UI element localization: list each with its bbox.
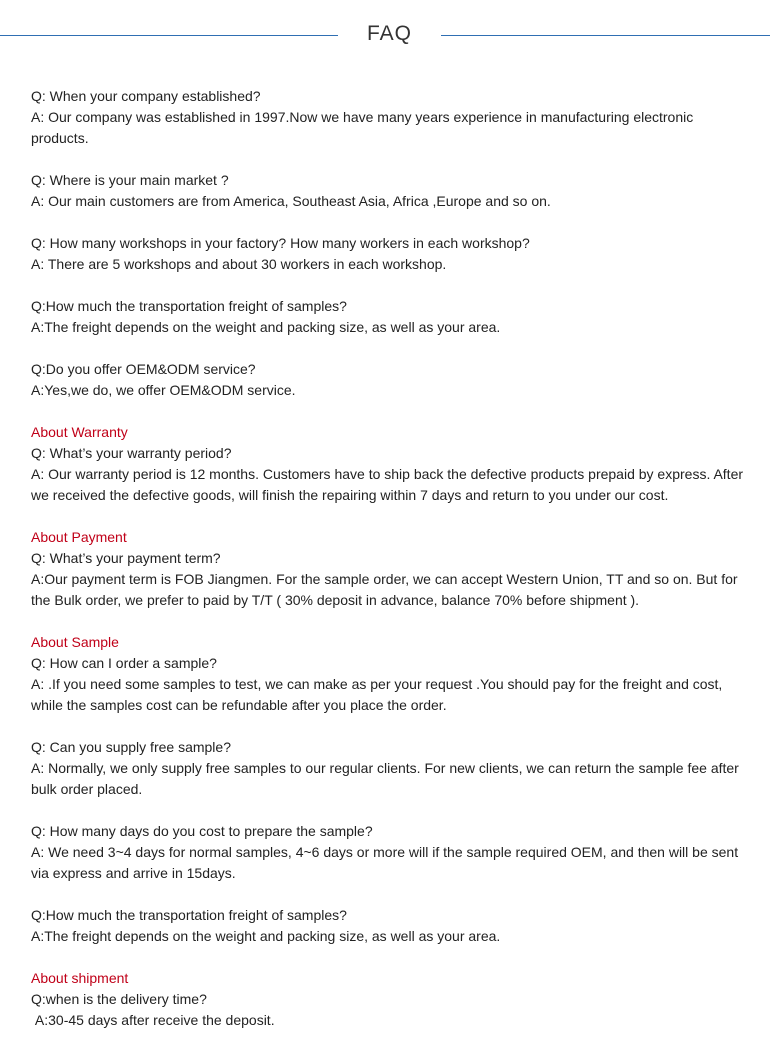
section-title-shipment: About shipment — [31, 970, 129, 986]
faq-question: Q: What’s your payment term? — [31, 550, 221, 566]
faq-answer: A:The freight depends on the weight and packing size, as well as your area. — [31, 928, 501, 944]
faq-block-shipment — [31, 968, 749, 1031]
faq-content — [31, 86, 749, 1052]
faq-block-payment — [31, 527, 749, 611]
faq-question: Q: How many days do you cost to prepare the sample? — [31, 823, 373, 839]
faq-answer: A: There are 5 workshops and about 30 workers in each workshop. — [31, 256, 447, 272]
faq-answer: A: Our main customers are from America, Southeast Asia, Africa ,Europe and so on. — [31, 193, 551, 209]
section-title-warranty: About Warranty — [31, 424, 128, 440]
faq-question: Q: When your company established? — [31, 88, 261, 104]
faq-block-workshops — [31, 233, 749, 275]
section-title-sample: About Sample — [31, 634, 119, 650]
faq-answer: A:The freight depends on the weight and packing size, as well as your area. — [31, 319, 501, 335]
faq-block-established — [31, 86, 749, 149]
faq-answer: A:30-45 days after receive the deposit. — [31, 1012, 275, 1028]
faq-answer: A:Yes,we do, we offer OEM&ODM service. — [31, 382, 296, 398]
faq-question: Q:How much the transportation freight of samples? — [31, 907, 347, 923]
faq-question: Q: How can I order a sample? — [31, 655, 217, 671]
faq-question: Q:Do you offer OEM&ODM service? — [31, 361, 256, 377]
faq-answer: A: Our warranty period is 12 months. Customers have to ship back the defective products prepaid by express. After we received the defective goods, will finish the repairing within 7 days and return to you under our cost. — [31, 466, 744, 503]
faq-block-oem-odm — [31, 359, 749, 401]
faq-block-free-sample — [31, 737, 749, 800]
faq-block-freight-2 — [31, 905, 749, 947]
faq-question: Q: Where is your main market ? — [31, 172, 229, 188]
faq-block-sample-days — [31, 821, 749, 884]
faq-answer: A: We need 3~4 days for normal samples, 4~6 days or more will if the sample required OEM, and then will be sent via express and arrive in 15days. — [31, 844, 739, 881]
faq-question: Q: How many workshops in your factory? How many workers in each workshop? — [31, 235, 530, 251]
faq-answer: A:Our payment term is FOB Jiangmen. For the sample order, we can accept Western Union, TT and so on. But for the Bulk order, we prefer to paid by T/T ( 30% deposit in advance, balance 70% before shipment ). — [31, 571, 738, 608]
faq-answer: A: Normally, we only supply free samples to our regular clients. For new clients, we can return the sample fee after bulk order placed. — [31, 760, 739, 797]
faq-block-warranty — [31, 422, 749, 506]
faq-question: Q:How much the transportation freight of samples? — [31, 298, 347, 314]
header-rule-right — [441, 35, 770, 36]
faq-answer: A: .If you need some samples to test, we can make as per your request .You should pay for the freight and cost, while the samples cost can be refundable after you place the order. — [31, 676, 723, 713]
faq-header — [0, 0, 770, 70]
faq-block-main-market — [31, 170, 749, 212]
faq-answer: A: Our company was established in 1997.Now we have many years experience in manufacturing electronic products. — [31, 109, 694, 146]
faq-block-sample-order — [31, 632, 749, 716]
page-title: FAQ — [366, 22, 412, 45]
header-rule-left — [0, 35, 338, 36]
faq-block-freight — [31, 296, 749, 338]
faq-question: Q:when is the delivery time? — [31, 991, 207, 1007]
faq-question: Q: What’s your warranty period? — [31, 445, 232, 461]
section-title-payment: About Payment — [31, 529, 127, 545]
faq-question: Q: Can you supply free sample? — [31, 739, 231, 755]
